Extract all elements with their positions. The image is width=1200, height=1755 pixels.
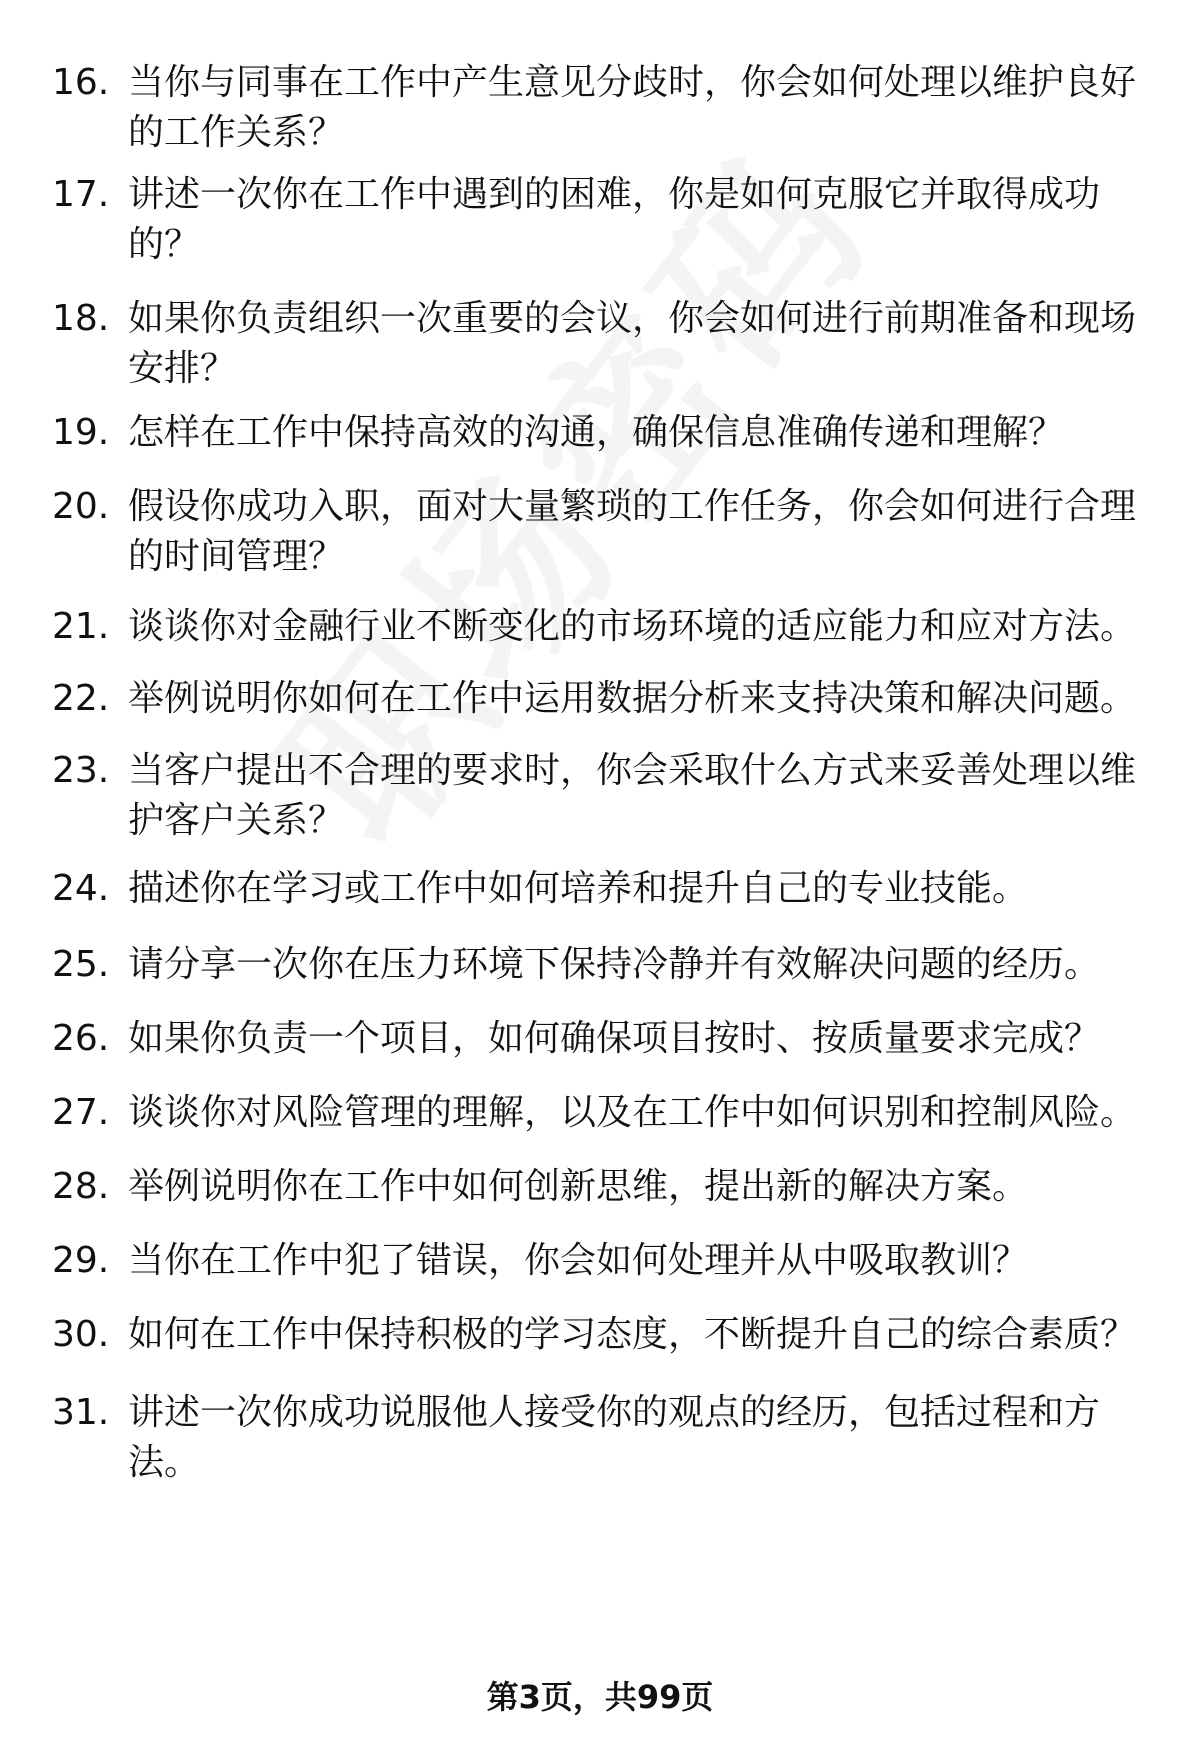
question-text: 谈谈你对风险管理的理解，以及在工作中如何识别和控制风险。	[128, 1092, 1137, 1133]
question-text: 举例说明你在工作中如何创新思维，提出新的解决方案。	[128, 1166, 1029, 1207]
question-text: 谈谈你对金融行业不断变化的市场环境的适应能力和应对方法。	[128, 606, 1137, 647]
question-text: 当你与同事在工作中产生意见分歧时，你会如何处理以维护良好的工作关系？	[128, 62, 1137, 153]
question-number: 21.	[52, 606, 110, 647]
page-number-footer: 第3页，共99页	[486, 1678, 714, 1716]
question-number: 16.	[52, 62, 110, 103]
question-number: 26.	[52, 1018, 110, 1059]
question-number: 30.	[52, 1314, 110, 1355]
question-number: 29.	[52, 1240, 110, 1281]
question-number: 24.	[52, 868, 110, 909]
question-number: 22.	[52, 678, 110, 719]
question-number: 25.	[52, 944, 110, 985]
question-text: 如果你负责一个项目，如何确保项目按时、按质量要求完成？	[128, 1018, 1101, 1059]
question-number: 19.	[52, 412, 110, 453]
question-number: 27.	[52, 1092, 110, 1133]
question-text: 举例说明你如何在工作中运用数据分析来支持决策和解决问题。	[128, 678, 1137, 719]
question-text: 描述你在学习或工作中如何培养和提升自己的专业技能。	[128, 868, 1029, 909]
question-number: 17.	[52, 174, 110, 215]
question-text: 如果你负责组织一次重要的会议，你会如何进行前期准备和现场安排？	[128, 298, 1137, 389]
question-number: 18.	[52, 298, 110, 339]
question-text: 怎样在工作中保持高效的沟通，确保信息准确传递和理解？	[128, 412, 1065, 453]
question-text: 讲述一次你在工作中遇到的困难，你是如何克服它并取得成功的？	[128, 174, 1101, 265]
question-number: 23.	[52, 750, 110, 791]
question-text: 如何在工作中保持积极的学习态度，不断提升自己的综合素质？	[128, 1314, 1137, 1355]
question-text: 假设你成功入职，面对大量繁琐的工作任务，你会如何进行合理的时间管理？	[128, 486, 1137, 577]
question-number: 28.	[52, 1166, 110, 1207]
question-text: 当客户提出不合理的要求时，你会采取什么方式来妥善处理以维护客户关系？	[128, 750, 1137, 841]
question-text: 请分享一次你在压力环境下保持冷静并有效解决问题的经历。	[128, 944, 1101, 985]
question-text: 当你在工作中犯了错误，你会如何处理并从中吸取教训？	[128, 1240, 1029, 1281]
question-number: 31.	[52, 1392, 110, 1433]
question-number: 20.	[52, 486, 110, 527]
question-text: 讲述一次你成功说服他人接受你的观点的经历，包括过程和方法。	[128, 1392, 1101, 1483]
